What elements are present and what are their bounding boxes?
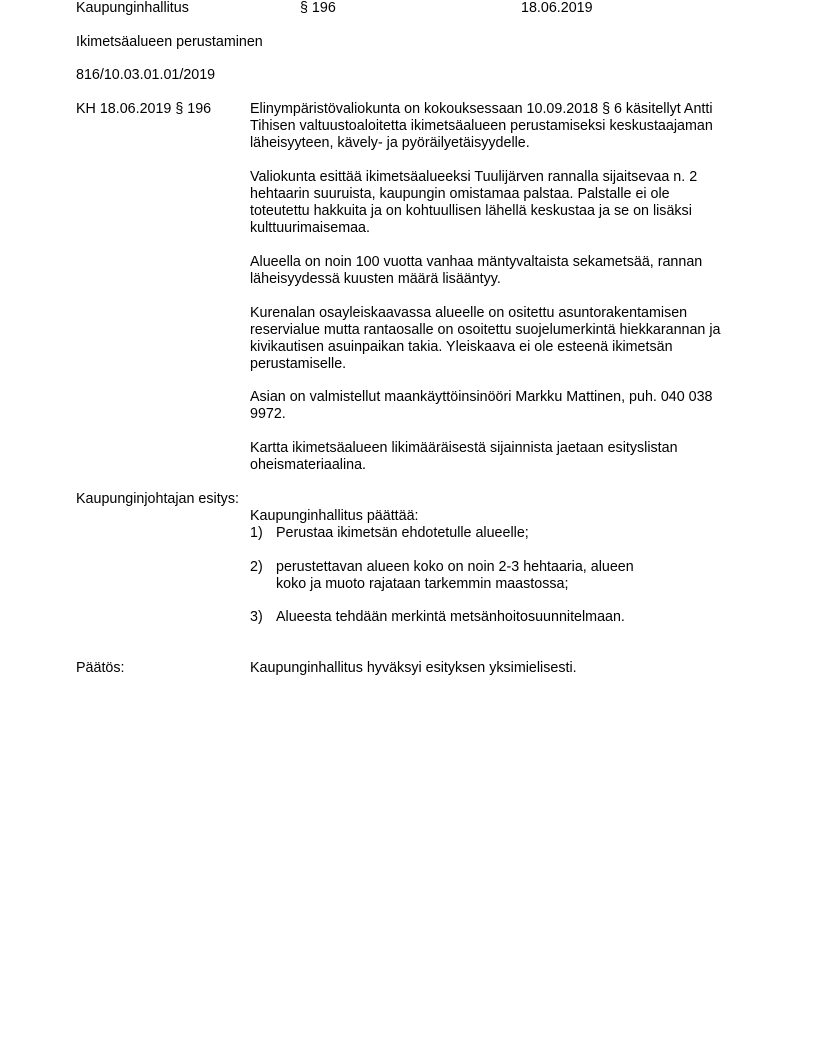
- paragraph-line: kulttuurimaisemaa.: [250, 220, 370, 236]
- document-title: Ikimetsäalueen perustaminen: [76, 34, 263, 50]
- paragraph-line: reservialue mutta rantaosalle on osoitettu suojelumerkintä hiekkarannan ja: [250, 322, 721, 338]
- list-item-text: Alueesta tehdään merkintä metsänhoitosuunnitelmaan.: [276, 609, 625, 625]
- decision-text: Kaupunginhallitus hyväksyi esityksen yksimielisesti.: [250, 660, 577, 676]
- paragraph-line: Kartta ikimetsäalueen likimääräisestä sijainnista jaetaan esityslistan: [250, 440, 678, 456]
- header-organ: Kaupunginhallitus: [76, 0, 189, 16]
- list-item-text: Perustaa ikimetsän ehdotetulle alueelle;: [276, 525, 529, 541]
- paragraph-line: hehtaarin suuruista, kaupungin omistamaa palstaa. Palstalle ei ole: [250, 186, 670, 202]
- paragraph-line: toteutettu hakkuita ja on kohtuullisen lähellä keskustaa ja se on lisäksi: [250, 203, 692, 219]
- header-date: 18.06.2019: [521, 0, 593, 16]
- paragraph-line: Tihisen valtuustoaloitetta ikimetsäalueen perustamiseksi keskustaajaman: [250, 118, 713, 134]
- paragraph-line: läheisyydessä kuusten määrä lisääntyy.: [250, 271, 501, 287]
- paragraph-line: läheisyyteen, kävely- ja pyöräilyetäisyydelle.: [250, 135, 530, 151]
- paragraph-preparation: [250, 101, 750, 152]
- paragraph-line: Elinympäristövaliokunta on kokouksessaan 10.09.2018 § 6 käsitellyt Antti: [250, 101, 713, 117]
- list-number: 3): [250, 609, 263, 625]
- paragraph-zoning: [250, 305, 750, 373]
- proposal-intro: Kaupunginhallitus päättää:: [250, 508, 419, 524]
- proposal-label: Kaupunginjohtajan esitys:: [76, 491, 239, 507]
- list-item-text: perustettavan alueen koko on noin 2-3 hehtaaria, alueen: [276, 559, 634, 575]
- decision-label: Päätös:: [76, 660, 125, 676]
- list-number: 2): [250, 559, 263, 575]
- paragraph-preparer: [250, 389, 750, 423]
- paragraph-area-proposal: [250, 169, 750, 237]
- paragraph-line: Valiokunta esittää ikimetsäalueeksi Tuulijärven rannalla sijaitsevaa n. 2: [250, 169, 698, 185]
- paragraph-line: Alueella on noin 100 vuotta vanhaa mäntyvaltaista sekametsää, rannan: [250, 254, 703, 270]
- paragraph-forest-description: [250, 254, 750, 288]
- diary-number: 816/10.03.01.01/2019: [76, 67, 216, 83]
- paragraph-line: Kurenalan osayleiskaavassa alueelle on ositettu asuntorakentamisen: [250, 305, 688, 321]
- paragraph-line: perustamiselle.: [250, 356, 347, 372]
- minutes-reference: KH 18.06.2019 § 196: [76, 101, 212, 117]
- paragraph-map-attachment: [250, 440, 750, 474]
- header-section: § 196: [300, 0, 336, 16]
- paragraph-line: Asian on valmistellut maankäyttöinsinööri Markku Mattinen, puh. 040 038: [250, 389, 713, 405]
- paragraph-line: oheismateriaalina.: [250, 457, 367, 473]
- list-item-text: koko ja muoto rajataan tarkemmin maastossa;: [276, 576, 569, 592]
- list-number: 1): [250, 525, 263, 541]
- paragraph-line: 9972.: [250, 406, 286, 422]
- paragraph-line: kivikautisen asuinpaikan takia. Yleiskaava ei ole esteenä ikimetsän: [250, 339, 673, 355]
